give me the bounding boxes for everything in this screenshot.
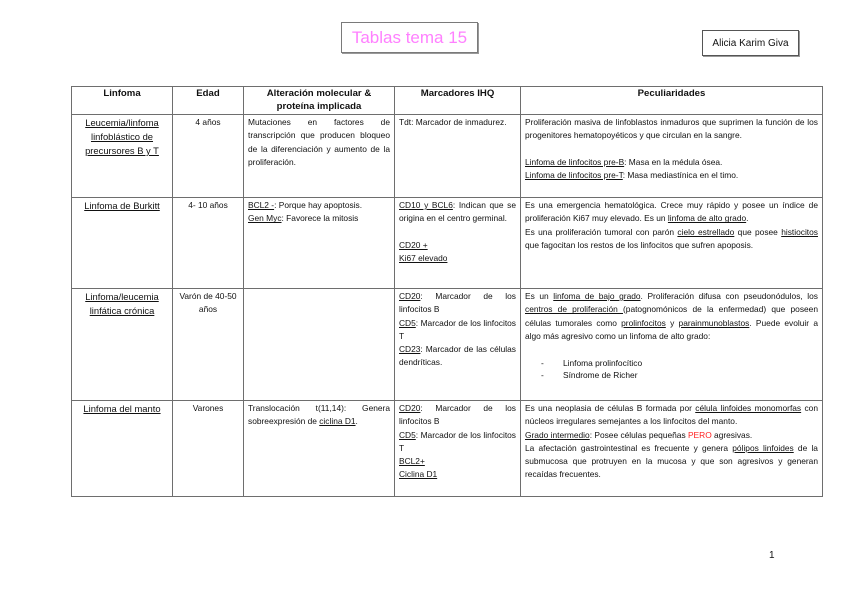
column-header-peculiaridades: Peculiaridades [521,87,823,115]
table-row [72,115,823,198]
cell-linfoma [72,401,173,497]
progression-list [525,358,818,381]
cell-peculiaridades: Es un linfoma de bajo grado. Proliferación difusa con pseudonódulos, los centros de proliferación (patognomónicos de la enfermedad) que poseen células tumorales como prolinfocitos y parainmunoblastos. Puede evoluir a algo más agresivo como un linfoma de alto grado: - Linfoma prolinfocítico - Síndrome de Richer [521,289,823,401]
cell-marcadores: CD20: Marcador de los linfocitos B CD5: Marcador de los linfocitos T CD23: Marcador de las células dendríticas. [395,289,521,401]
cell-marcadores: CD20: Marcador de los linfocitos B CD5: Marcador de los linfocitos T BCL2+ Ciclina D1 [395,401,521,497]
document-title: Tablas tema 15 [351,27,468,47]
column-header-linfoma: Linfoma [72,87,173,115]
column-header-marcadores: Marcadores IHQ [395,87,521,115]
peculiaridad-pre-b: Linfoma de linfocitos pre-B: Masa en la médula ósea. [525,156,723,167]
table-row [72,289,823,401]
cell-marcadores: Tdt: Marcador de inmadurez. [395,115,521,198]
cell-peculiaridades: Es una neoplasia de células B formada por célula linfoides monomorfas con núcleos irregulares semejantes a los linfocitos del manto. Grado intermedio: Posee células pequeñas PERO agresivas. La afectación gastrointestinal es frecuente y genera pólipos linfoides de la submucosa que protruyen en la mucosa y que son agresivos y generan recaídas frecuentes. [521,401,823,497]
cell-peculiaridades [521,115,823,198]
lymphoma-table [71,86,823,497]
emphasis-pero: PERO [687,429,712,440]
cell-alteracion [244,289,395,401]
cell-alteracion: BCL2 -: Porque hay apoptosis. Gen Myc: Favorece la mitosis [244,198,395,289]
peculiaridad-pre-t: Linfoma de linfocitos pre-T: Masa mediastínica en el timo. [525,169,739,180]
cell-edad: Varones [173,401,244,497]
table-row [72,401,823,497]
cell-alteracion: Mutaciones en factores de transcripción que producen bloqueo de la diferenciación y aumento de la proliferación. [244,115,395,198]
table-header-row [72,87,823,115]
page-number: 1 [769,550,775,561]
cell-peculiaridades: Es una emergencia hematológica. Crece muy rápido y posee un índice de proliferación Ki67 muy elevado. Es un linfoma de alto grado. Es una proliferación tumoral con parón cielo estrellado que posee histiocitos que fagocitan los restos de los linfocitos que sufren apoposis. [521,198,823,289]
cell-edad: 4- 10 años [173,198,244,289]
document-title-box [341,22,478,53]
cell-linfoma [72,115,173,198]
peculiaridad-text: Proliferación masiva de linfoblastos inmaduros que suprimen la función de los progenitores hematopoyéticos y que circulan en la sangre. [525,117,818,141]
linfoma-name: Leucemia/linfoma linfoblástico de precursores B y T [85,117,159,156]
cell-linfoma [72,198,173,289]
author-box [702,30,799,56]
author-name: Alicia Karim Giva [712,37,789,49]
cell-alteracion: Translocación t(11,14): Genera sobreexpresión de ciclina D1. [244,401,395,497]
linfoma-name: Linfoma del manto [83,403,161,414]
list-item: - Linfoma prolinfocítico [541,358,818,370]
column-header-alteracion: Alteración molecular & proteína implicada [244,87,395,115]
linfoma-name: Linfoma/leucemia linfática crónica [85,291,159,316]
cell-marcadores: CD10 y BCL6: Indican que se origina en el centro germinal. CD20 + Ki67 elevado [395,198,521,289]
linfoma-name: Linfoma de Burkitt [84,200,160,211]
table-row [72,198,823,289]
cell-edad: 4 años [173,115,244,198]
column-header-edad: Edad [173,87,244,115]
cell-edad: Varón de 40-50 años [173,289,244,401]
cell-linfoma [72,289,173,401]
list-item: - Síndrome de Richer [541,370,818,382]
